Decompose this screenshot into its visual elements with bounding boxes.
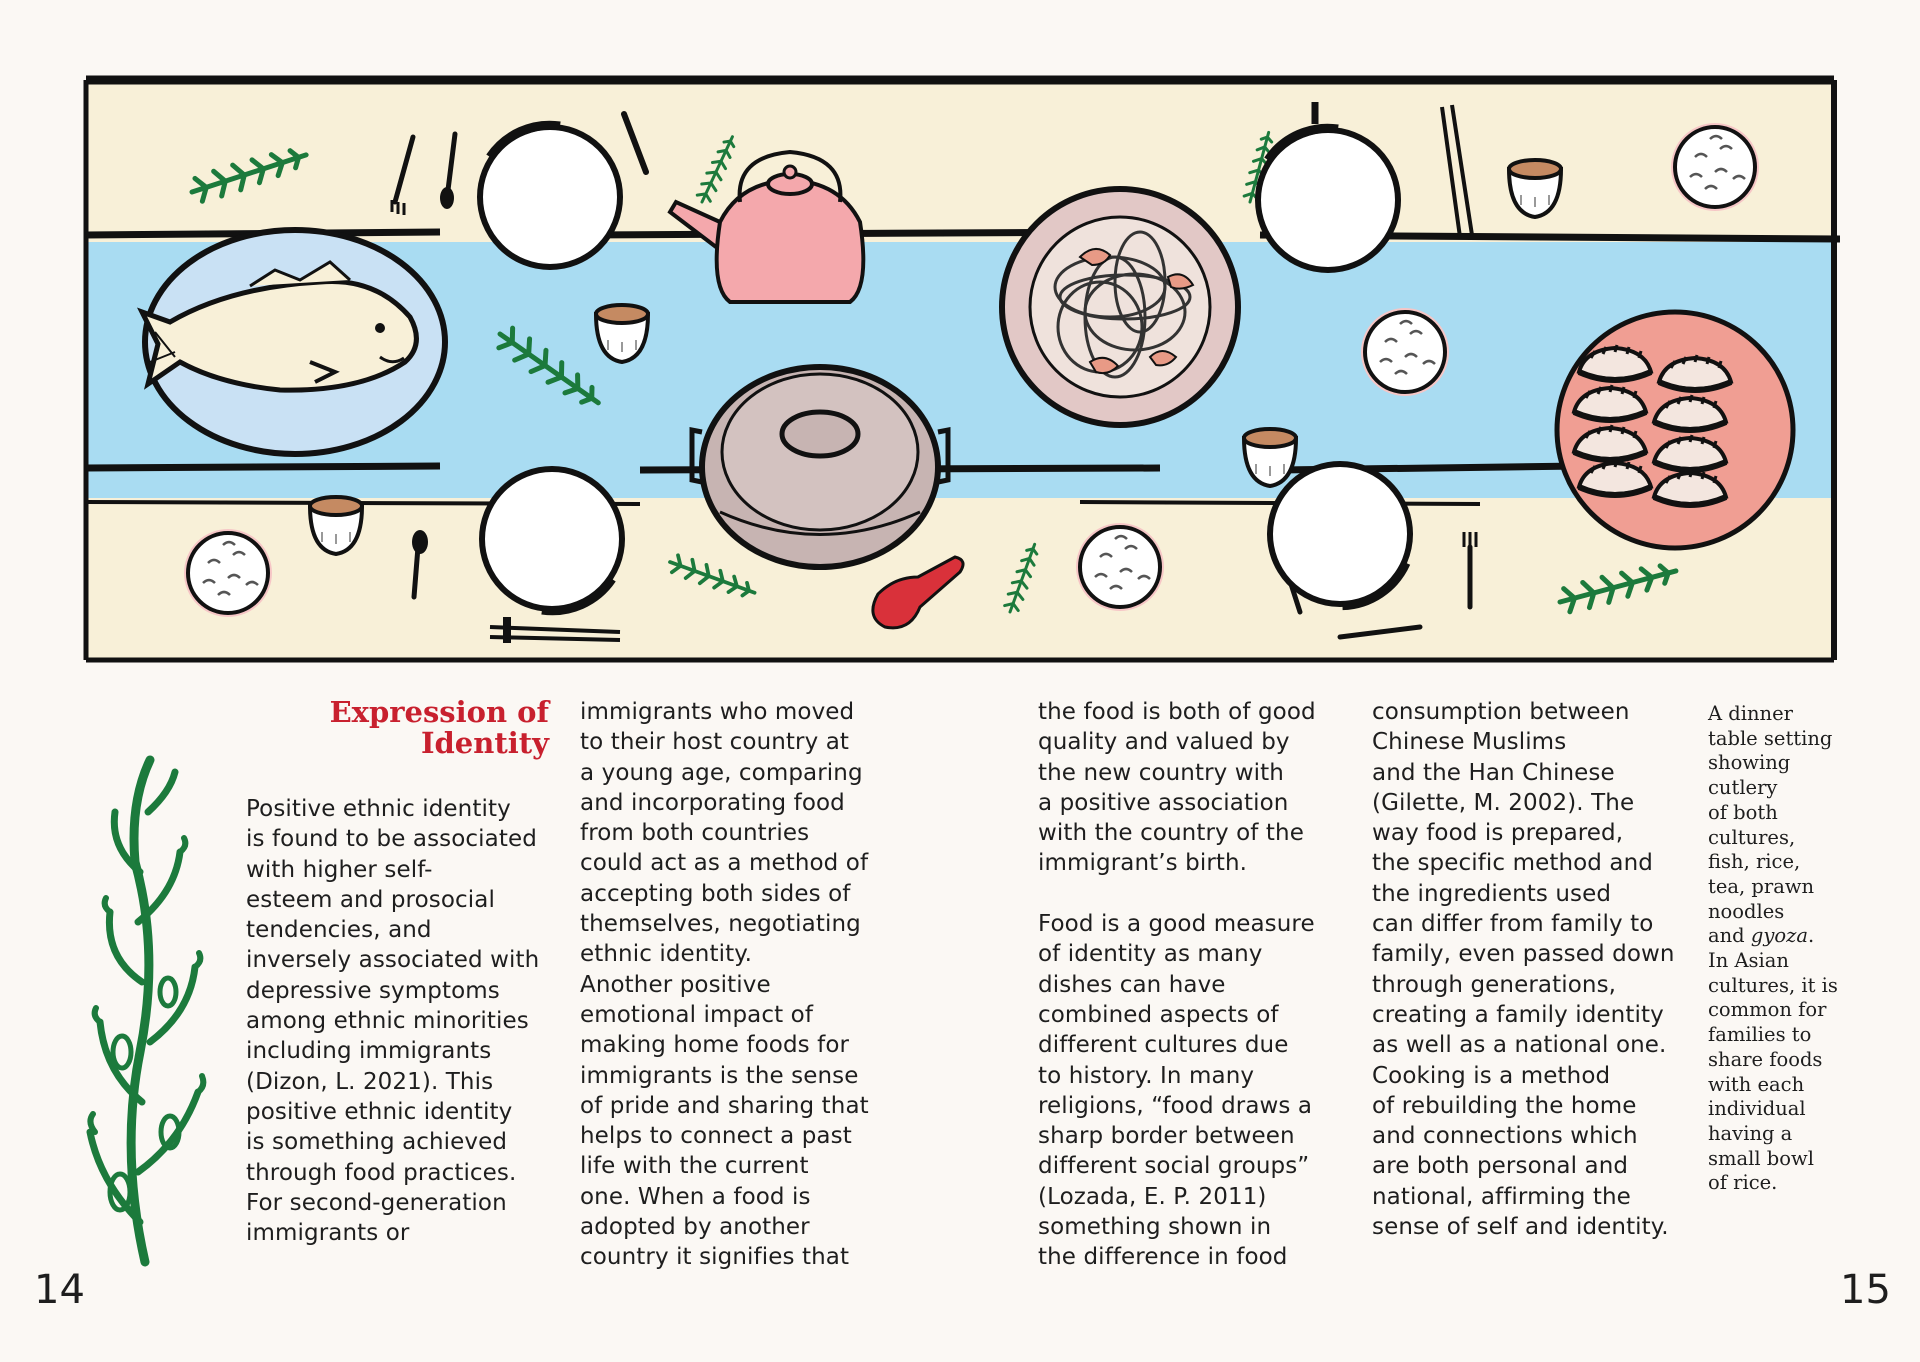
text-column-3: the food is both of good quality and valued by the new country with a positive association with the country of the immigrant’s birth. Food is a good measure of identity as many dishes can have combined aspects of different cultures due to history. In many religions, “food draws a sharp border between different social groups” (Lozada, E. P. 2011) something shown in the difference in food bbox=[1038, 699, 1316, 1271]
page-number-left: 14 bbox=[34, 1267, 85, 1313]
seaweed-illustration bbox=[80, 752, 210, 1272]
article-title: Expression of Identity bbox=[329, 695, 549, 760]
dinner-table-illustration bbox=[80, 72, 1840, 668]
plate-icon bbox=[480, 125, 620, 267]
text-column-2: immigrants who moved to their host country at a young age, comparing and incorporating food from both countries could act as a method of accepting both sides of themselves, negotiating ethnic identity. Another positive emotional impact of making home foods for immigrants is the sense of pride and sharing that helps to connect a past life with the current one. When a food is adopted by another country it signifies that bbox=[580, 699, 869, 1271]
rice-bowl-icon bbox=[184, 529, 272, 617]
plate-icon bbox=[482, 469, 622, 611]
text-column-1: Positive ethnic identity is found to be associated with higher self- esteem and prosocial tendencies, and inversely associated with depressive symptoms among ethnic minorities including immigrants (Dizon, L. 2021). This positive ethnic identity is something achieved through food practices. For second-generation immigrants or bbox=[246, 796, 540, 1247]
tea-cup-icon bbox=[310, 497, 362, 554]
text-column-4: consumption between Chinese Muslims and the Han Chinese (Gilette, M. 2002). The way food is prepared, the specific method and the ingredients used can differ from family to family, even passed down through generations, creating a family identity as well as a national one. Cooking is a method of rebuilding the home and connections which are both personal and national, affirming the sense of self and identity. bbox=[1372, 699, 1675, 1241]
illustration-caption bbox=[1708, 702, 1918, 1196]
tea-cup-icon bbox=[596, 305, 648, 362]
caption-text: A dinner table setting showing cutlery of both cultures, fish, rice, tea, prawn noodles and bbox=[1708, 702, 1833, 948]
rice-bowl-icon bbox=[1361, 308, 1449, 396]
caption-text-end: . In Asian cultures, it is common for families to share foods with each individual having a small bowl of rice. bbox=[1708, 924, 1838, 1195]
dumplings-icon bbox=[1557, 312, 1793, 548]
rice-bowl-icon bbox=[1076, 523, 1164, 611]
noodles-icon bbox=[1002, 189, 1238, 425]
rice-bowl-icon bbox=[1671, 123, 1759, 211]
caption-italic: gyoza bbox=[1750, 924, 1809, 948]
tea-cup-icon bbox=[1244, 429, 1296, 486]
fish-icon bbox=[142, 230, 445, 454]
plate-icon bbox=[1258, 128, 1398, 270]
tea-cup-icon bbox=[1509, 160, 1561, 217]
page-number-right: 15 bbox=[1840, 1267, 1891, 1313]
